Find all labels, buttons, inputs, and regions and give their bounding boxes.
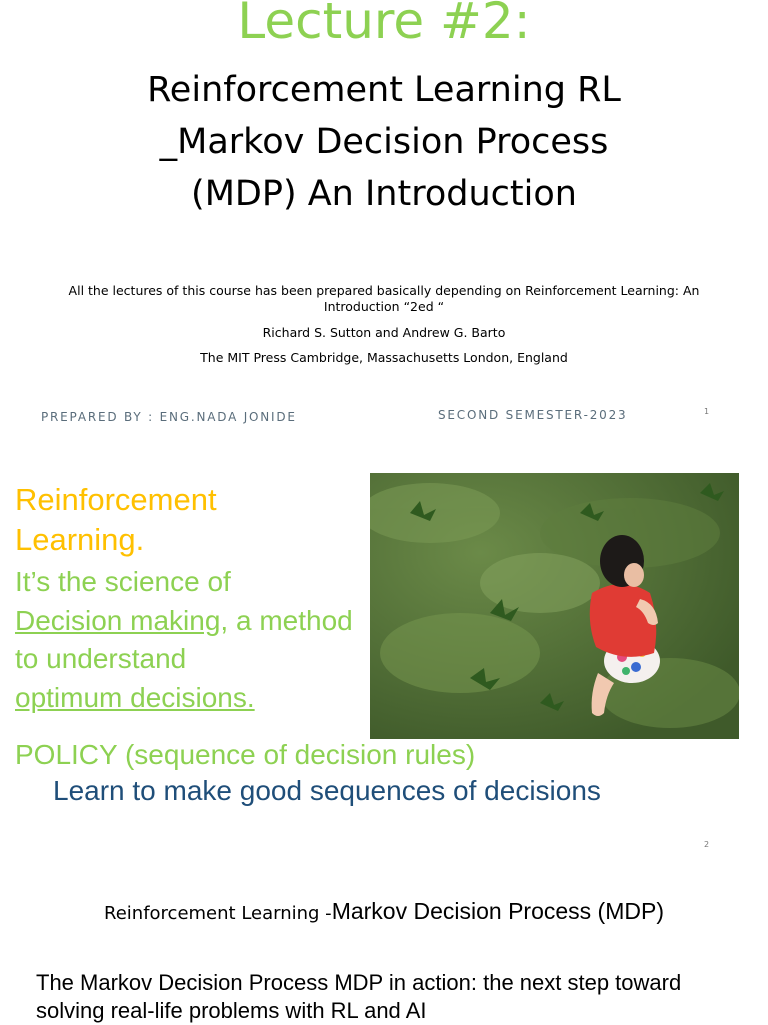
rl-heading-line: Reinforcement: [15, 482, 217, 517]
subtitle-line: (MDP) An Introduction: [191, 174, 577, 214]
lecture-subtitle: [60, 64, 708, 220]
semester-label: SECOND SEMESTER-2023: [438, 408, 628, 422]
baby-crawling-photo: [370, 473, 739, 739]
reference-publisher: The MIT Press Cambridge, Massachusetts London, England: [200, 350, 568, 365]
policy-line: POLICY (sequence of decision rules): [15, 739, 476, 770]
slide-number: 1: [704, 407, 710, 416]
rl-heading: [15, 480, 355, 560]
decision-making-link[interactable]: Decision making: [15, 604, 221, 636]
mdp-heading-main: Markov Decision Process (MDP): [331, 898, 664, 924]
prepared-by: PREPARED BY : ENG.NADA JONIDE: [41, 410, 297, 424]
subtitle-line: _Markov Decision Process: [159, 122, 609, 162]
rl-heading-line: Learning.: [15, 522, 145, 557]
reference-text: All the lectures of this course has been prepared basically depending on Reinforcement Learning: An Introduction “2ed “: [68, 283, 700, 314]
mdp-heading-prefix: Reinforcement Learning -: [104, 903, 332, 924]
rl-body-text: , a method to understand: [15, 604, 353, 674]
optimum-decisions-link[interactable]: optimum decisions.: [15, 681, 255, 713]
mdp-heading: [0, 896, 768, 930]
rl-definition: [15, 563, 360, 717]
baby-crawling-on-grass-photo-icon: [370, 473, 739, 739]
reference-authors: Richard S. Sutton and Andrew G. Barto: [262, 325, 506, 340]
mdp-intro-text: The Markov Decision Process MDP in action: the next step toward solving real-life problems with RL and AI: [36, 970, 682, 1023]
subtitle-line: Reinforcement Learning RL: [147, 70, 621, 110]
slide-number: 2: [704, 840, 710, 849]
learn-line: Learn to make good sequences of decisions: [53, 775, 601, 806]
rl-body-text: It’s the science of: [15, 566, 231, 597]
lecture-title: Lecture #2:: [237, 0, 531, 50]
